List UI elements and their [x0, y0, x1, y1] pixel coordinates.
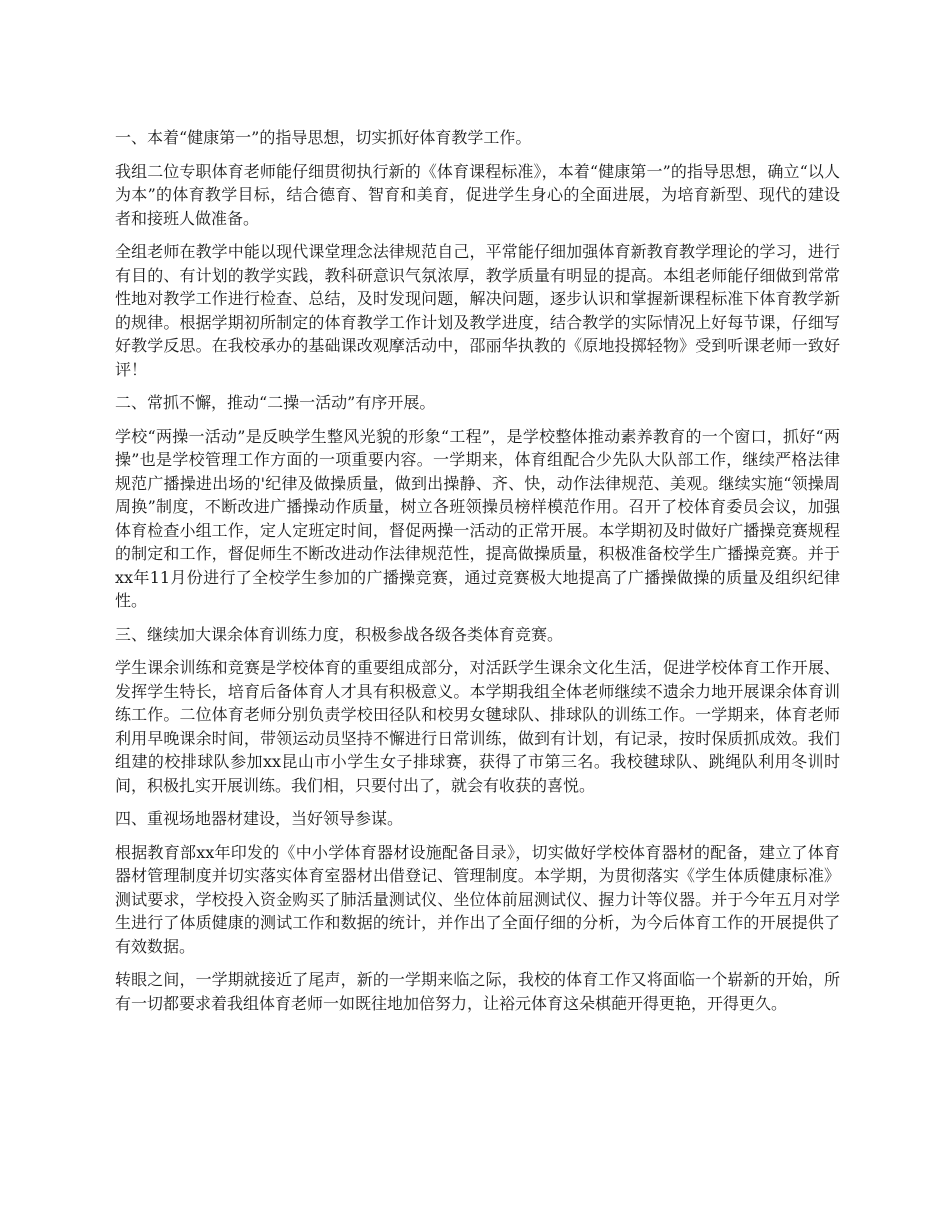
- paragraph-1: 我组二位专职体育老师能仔细贯彻执行新的《体育课程标准》，本着“健康第一”的指导思想，确立“以人为本”的体育教学目标，结合德育、智育和美育，促进学生身心的全面进展，为培育新型、现代的建设者和接班人做准备。: [115, 161, 840, 228]
- section-heading-4: 四、重视场地器材建设，当好领导参谋。: [115, 809, 404, 828]
- paragraph-5: 根据教育部xx年印发的《中小学体育器材设施配备目录》，切实做好学校体育器材的配备，建立了体育器材管理制度并切实落实体育室器材出借登记、管理制度。本学期，为贯彻落实《学生体质健康标准》测试要求，学校投入资金购买了肺活量测试仪、坐位体前屈测试仪、握力计等仪器。并于今年五月对学生进行了体质健康的测试工作和数据的统计，并作出了全面仔细的分析，为今后体育工作的开展提供了有效数据。: [115, 842, 840, 956]
- paragraph-2: 全组老师在教学中能以现代课堂理念法律规范自己，平常能仔细加强体育新教育教学理论的学习，进行有目的、有计划的教学实践，教科研意识气氛浓厚，教学质量有明显的提高。本组老师能仔细做到常常性地对教学工作进行检查、总结，及时发现问题，解决问题，逐步认识和掌握新课程标准下体育教学新的规律。根据学期初所制定的体育教学工作计划及教学进度，结合教学的实际情况上好每节课，仔细写好教学反思。在我校承办的基础课改观摩活动中，邵丽华执教的《原地投掷轻物》受到听课老师一致好评！: [115, 242, 840, 379]
- paragraph-4: 学生课余训练和竞赛是学校体育的重要组成部分，对活跃学生课余文化生活，促进学校体育工作开展、发挥学生特长，培育后备体育人才具有积极意义。本学期我组全体老师继续不遗余力地开展课余体育训练工作。二位体育老师分别负责学校田径队和校男女毽球队、排球队的训练工作。一学期来，体育老师利用早晚课余时间，带领运动员坚持不懈进行日常训练，做到有计划，有记录，按时保质抓成效。我们组建的校排球队参加xx昆山市小学生女子排球赛，获得了市第三名。我校毽球队、跳绳队利用冬训时间，积极扎实开展训练。我们相，只要付出了，就会有收获的喜悦。: [115, 658, 840, 795]
- paragraph-3: 学校“两操一活动”是反映学生整风光貌的形象“工程”，是学校整体推动素养教育的一个窗口，抓好“两操”也是学校管理工作方面的一项重要内容。一学期来，体育组配合少先队大队部工作，继续严格法律规范广播操进出场的'纪律及做操质量，做到出操静、齐、快，动作法律规范、美观。继续实施“领操周周换”制度，不断改进广播操动作质量，树立各班领操员榜样模范作用。召开了校体育委员会议，加强体育检查小组工作，定人定班定时间，督促两操一活动的正常开展。本学期初及时做好广播操竞赛规程的制定和工作，督促师生不断改进动作法律规范性，提高做操质量，积极准备校学生广播操竞赛。并于xx年11月份进行了全校学生参加的广播操竞赛，通过竞赛极大地提高了广播操做操的质量及组织纪律性。: [115, 426, 840, 610]
- paragraph-6: 转眼之间，一学期就接近了尾声，新的一学期来临之际，我校的体育工作又将面临一个崭新的开始，所有一切都要求着我组体育老师一如既往地加倍努力，让裕元体育这朵棋葩开得更艳，开得更久。: [115, 970, 840, 1013]
- section-heading-2: 二、常抓不懈，推动“二操一活动”有序开展。: [115, 393, 436, 412]
- section-heading-1: 一、本着“健康第一”的指导思想，切实抓好体育教学工作。: [115, 128, 532, 147]
- section-heading-3: 三、继续加大课余体育训练力度，积极参战各级各类体育竞赛。: [115, 624, 564, 644]
- document-body: [115, 126, 840, 1025]
